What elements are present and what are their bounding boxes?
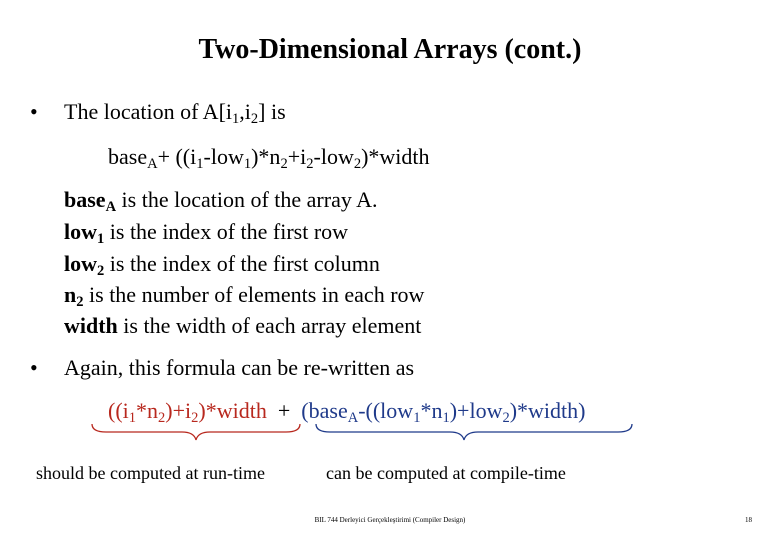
- definition-low2: low$_2$ is the index of the first column: [64, 251, 380, 280]
- brace-path: [92, 424, 300, 440]
- bullet-marker: •: [30, 355, 38, 380]
- bullet-marker: •: [30, 99, 38, 124]
- slide-footer: BIL 744 Derleyici Gerçekleştirimi (Compiler Design): [314, 516, 466, 524]
- bullet-rewrite: [30, 355, 414, 381]
- definition-base: base$_A$ is the location of the array A.: [64, 187, 378, 216]
- runtime-brace-icon: [90, 422, 310, 444]
- compiletime-brace-icon: [314, 422, 638, 444]
- compiletime-part: $(base_A-((low_1*n_1)+low_2)*width)$: [301, 398, 586, 427]
- definition-n2: $n_2$ is the number of elements in each row: [64, 282, 425, 311]
- bullet-text: Again, this formula can be re-written as: [64, 355, 415, 380]
- page-number: 18: [745, 516, 752, 524]
- definition-low1: low$_1$ is the index of the first row: [64, 219, 349, 248]
- runtime-note: should be computed at run-time: [36, 463, 265, 483]
- compiletime-note: can be computed at compile-time: [326, 463, 566, 483]
- definition-width: width is the width of each array element: [64, 313, 422, 338]
- location-formula: base$_A$+ $((i_1-low_1)*n_2+i_2-low_2)*width$: [108, 144, 430, 173]
- brace-path: [316, 424, 632, 440]
- runtime-part: $((i_1*n_2)+i_2)*width$: [108, 398, 267, 427]
- bullet-text: The location of $A[i_1,i_2]$ is: [64, 99, 286, 128]
- rewritten-formula: [108, 398, 586, 427]
- plus-sign: +: [277, 398, 291, 423]
- bullet-location: [30, 99, 286, 128]
- slide-title: Two-Dimensional Arrays (cont.): [198, 34, 582, 65]
